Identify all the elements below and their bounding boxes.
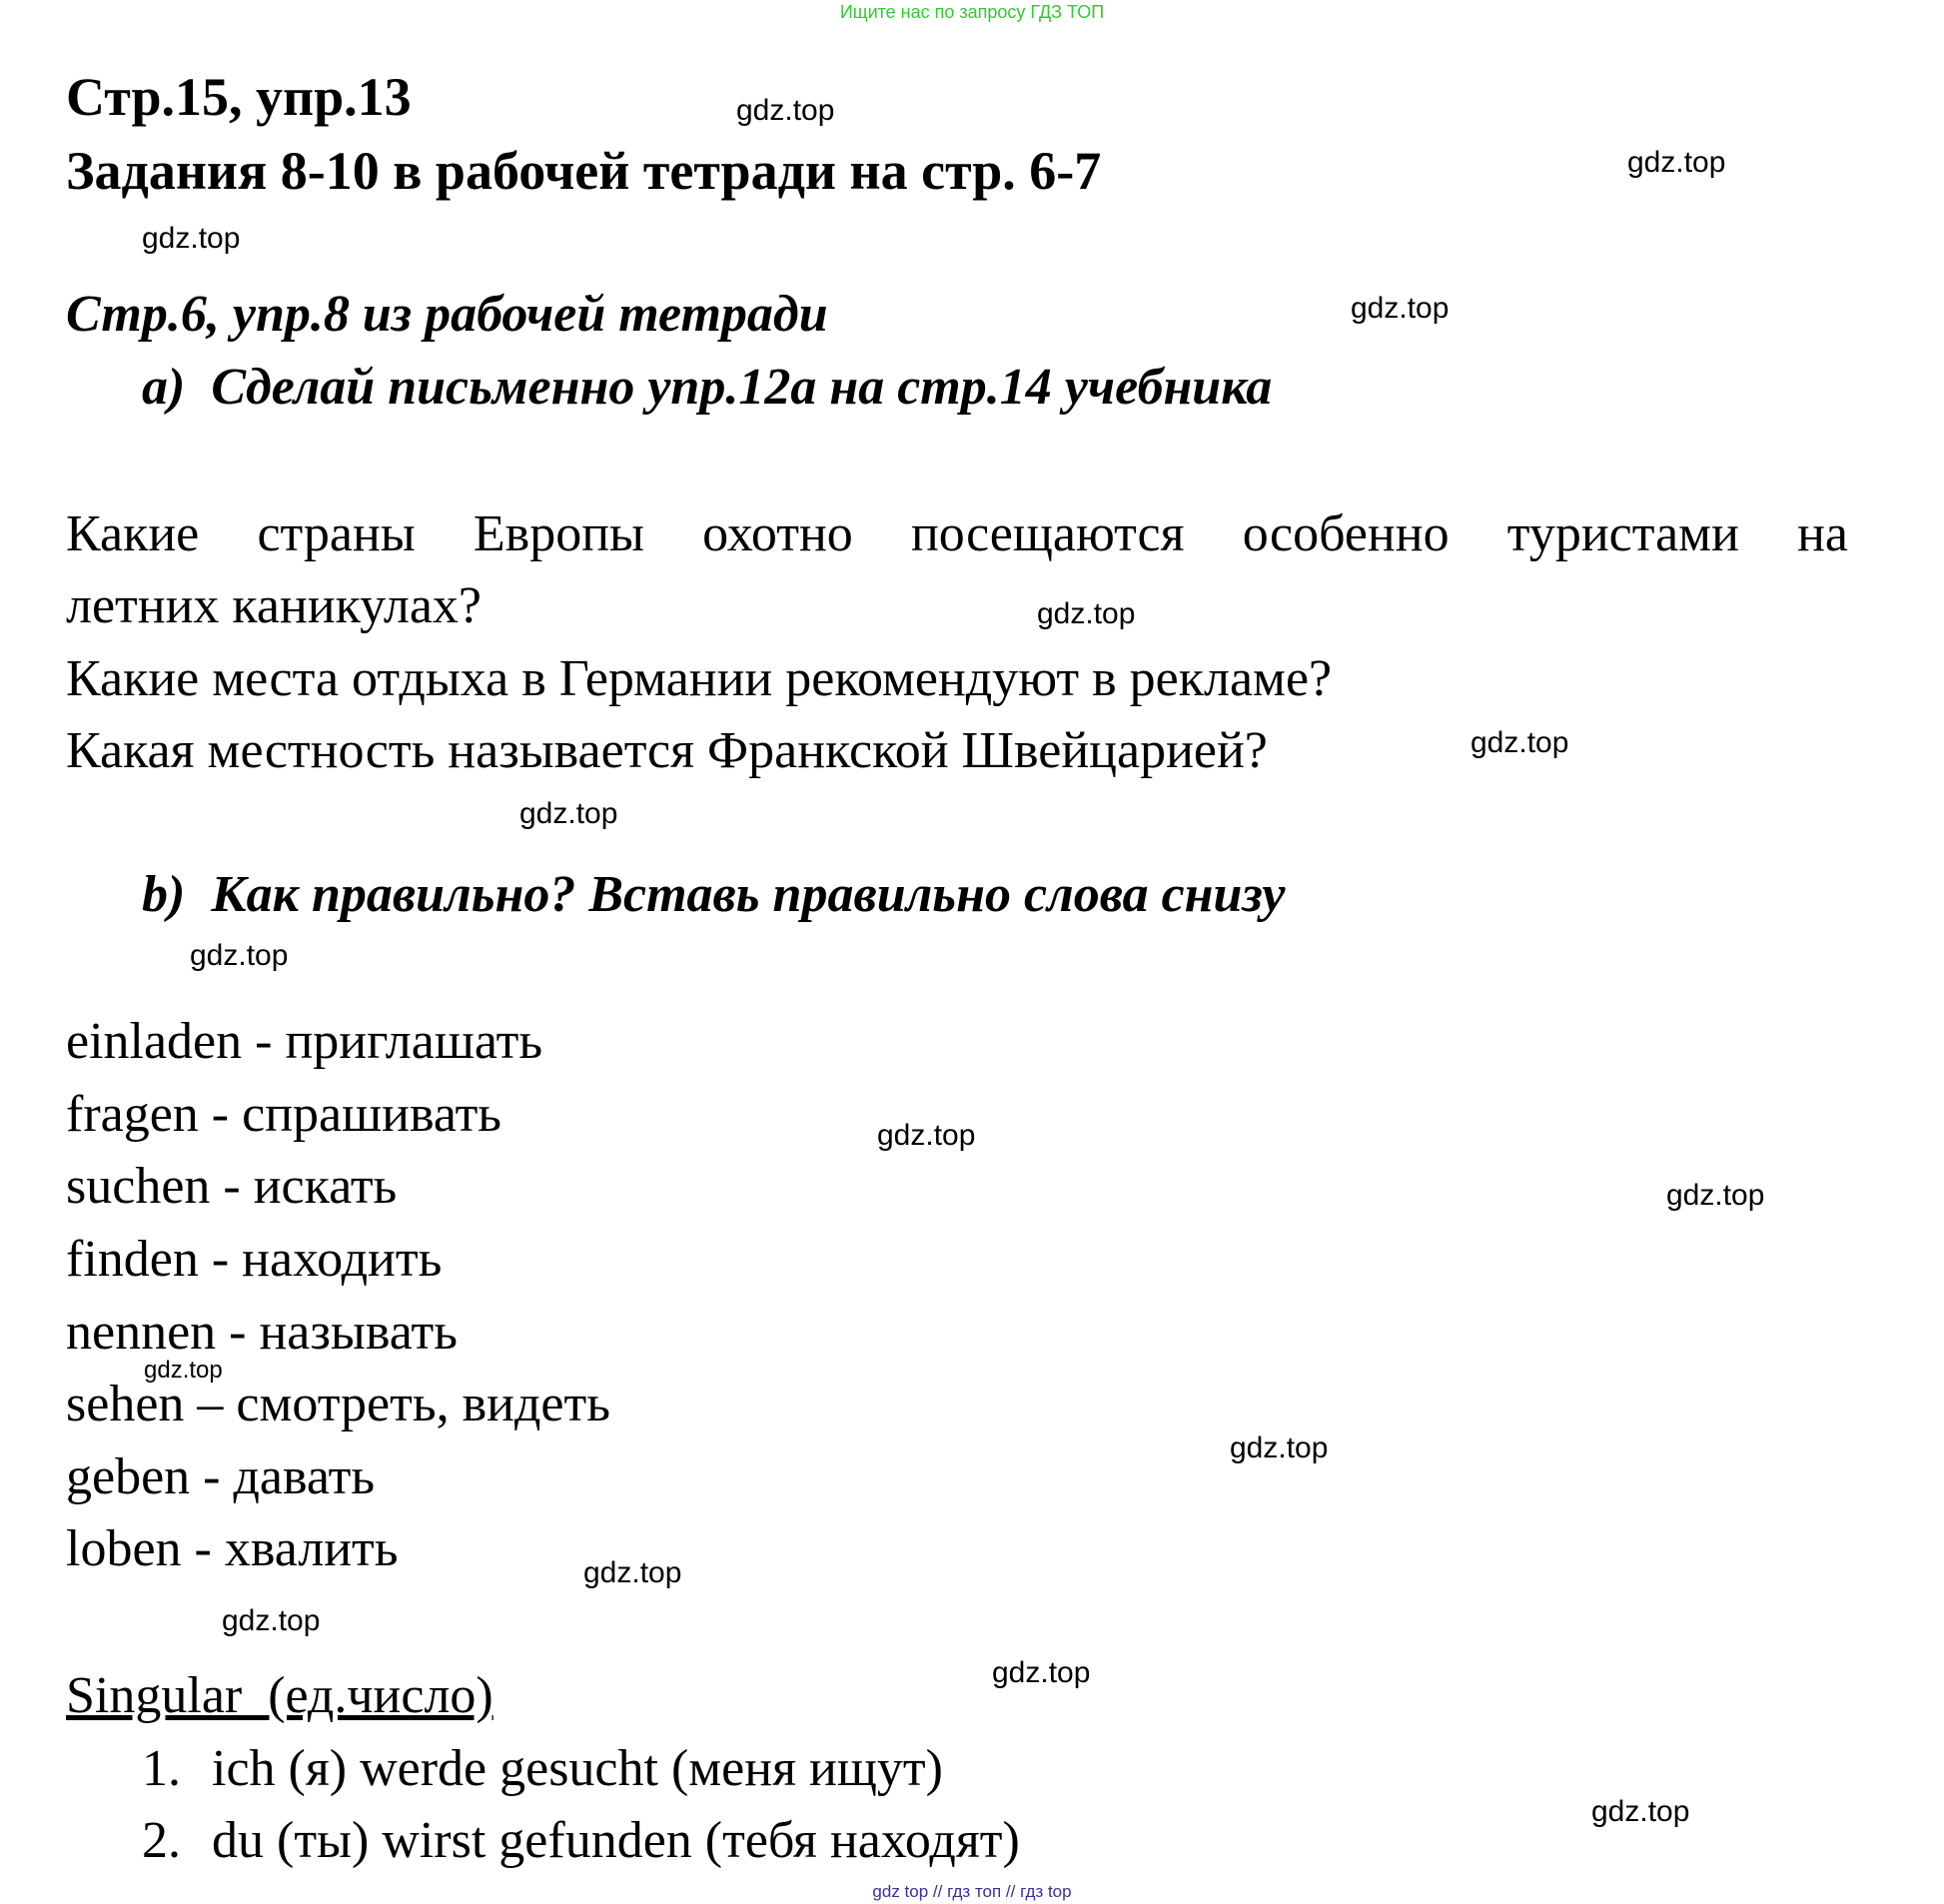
watermark: gdz.top	[190, 939, 289, 972]
paragraph-a-line3: Какие места отдыха в Германии рекомендуют в рекламе?	[66, 650, 1333, 707]
task-a	[142, 358, 1272, 417]
watermark: gdz.top	[1666, 1179, 1765, 1212]
watermark: gdz.top	[222, 1604, 321, 1637]
watermark: gdz.top	[1230, 1431, 1329, 1464]
watermark: gdz.top	[736, 94, 835, 127]
watermark: gdz.top	[1470, 726, 1569, 759]
singular-item-text: du (ты) wirst gefunden (тебя находят)	[212, 1812, 1020, 1869]
section-title: Стр.6, упр.8 из рабочей тетради	[66, 286, 828, 343]
watermark: gdz.top	[1351, 292, 1450, 325]
singular-item-number: 1.	[142, 1740, 181, 1797]
vocab-item: loben - хвалить	[66, 1520, 399, 1577]
singular-item-number: 2.	[142, 1812, 181, 1869]
watermark: gdz.top	[1037, 597, 1136, 630]
singular-heading: Singular (ед.число)	[66, 1667, 493, 1724]
watermark: gdz.top	[1627, 146, 1726, 179]
watermark: gdz.top	[877, 1119, 976, 1152]
vocab-item: einladen - приглашать	[66, 1013, 543, 1070]
top-banner: Ищите нас по запросу ГДЗ ТОП	[839, 2, 1105, 22]
watermark: gdz.top	[992, 1656, 1091, 1689]
vocab-item: nennen - называть	[66, 1304, 458, 1361]
vocab-item: sehen – смотреть, видеть	[66, 1376, 610, 1432]
watermark: gdz.top	[519, 797, 618, 830]
heading-page-exercise: Стр.15, упр.13	[66, 67, 412, 127]
task-b-text: Как правильно? Вставь правильно слова снизу	[211, 866, 1286, 923]
watermark: gdz.top	[142, 222, 241, 255]
paragraph-a-line4: Какая местность называется Франкской Швейцарией?	[66, 722, 1268, 779]
task-b	[142, 865, 1285, 924]
singular-item	[142, 1811, 1020, 1870]
singular-item-text: ich (я) werde gesucht (меня ищут)	[212, 1740, 943, 1797]
paragraph-a-line2: летних каникулах?	[66, 577, 482, 634]
footer: gdz top // гдз топ // гдз top	[872, 1882, 1072, 1901]
task-a-text: Сделай письменно упр.12а на стр.14 учебника	[211, 359, 1273, 416]
task-b-label: b)	[142, 866, 186, 923]
paragraph-a-line1: Какие страны Европы охотно посещаются особенно туристами на	[66, 505, 1848, 562]
vocab-item: finden - находить	[66, 1231, 443, 1288]
task-a-label: a)	[142, 359, 186, 416]
singular-item	[142, 1739, 943, 1798]
heading-workbook-tasks: Задания 8-10 в рабочей тетради на стр. 6-7	[66, 141, 1102, 201]
vocab-item: suchen - искать	[66, 1158, 398, 1215]
vocab-item: fragen - спрашивать	[66, 1086, 502, 1143]
vocab-item: geben - давать	[66, 1448, 376, 1505]
watermark: gdz.top	[1591, 1795, 1690, 1828]
watermark: gdz.top	[583, 1556, 682, 1589]
watermark: gdz.top	[144, 1357, 223, 1384]
